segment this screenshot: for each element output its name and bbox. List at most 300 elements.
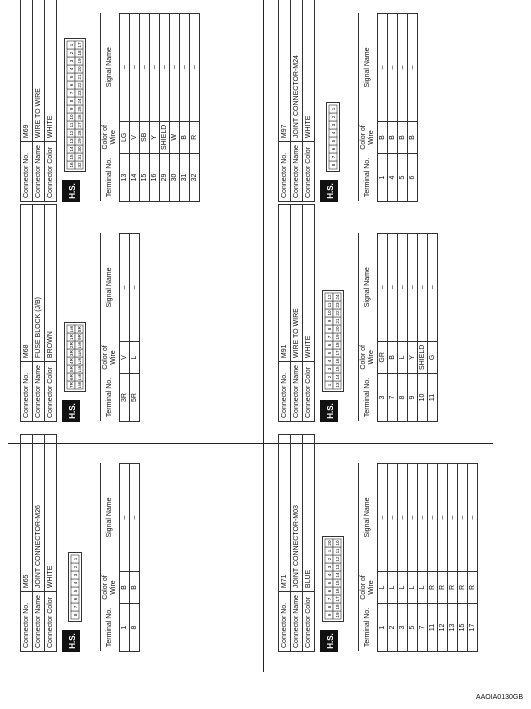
table-cell: 16 — [150, 154, 160, 202]
table-row — [428, 464, 438, 652]
connector-panel — [20, 200, 138, 422]
table-row — [388, 464, 398, 652]
info-value: WIRE TO WIRE — [291, 205, 303, 362]
pin-number: 15 — [69, 154, 74, 160]
pin-number: 8R — [77, 326, 82, 332]
table-row — [378, 14, 388, 202]
table-row — [140, 13, 150, 201]
pin-number: 1 — [331, 107, 336, 111]
pin-number: 9 — [327, 613, 332, 617]
pin-number: 5 — [331, 139, 336, 143]
pin-number: 3 — [73, 573, 78, 577]
table-cell: 1 — [120, 604, 130, 652]
connector-panel — [278, 200, 436, 422]
table-cell: 7 — [388, 374, 398, 422]
terminal-table — [358, 13, 418, 202]
pin-number: 18 — [77, 50, 82, 56]
table-cell: – — [378, 233, 388, 341]
info-label: Connector Name — [291, 142, 303, 202]
pin-number: 2 — [327, 557, 332, 561]
pin-number: 12 — [327, 294, 332, 300]
info-value: BLUE — [303, 435, 315, 592]
connector-face — [322, 536, 344, 622]
table-cell: 32 — [190, 154, 200, 202]
table-cell: Y — [408, 341, 418, 373]
table-row — [130, 13, 140, 201]
table-row — [428, 233, 438, 421]
rotated-content — [8, 0, 493, 672]
hs-icon: H.S. — [62, 180, 80, 202]
pin-number: 4 — [69, 67, 74, 71]
table-cell: – — [140, 13, 150, 121]
table-cell: B — [398, 122, 408, 154]
pin-number: 24 — [335, 294, 340, 300]
pin-number: 7 — [327, 597, 332, 601]
pin-number: 14 — [335, 572, 340, 578]
pin-number: 22 — [77, 82, 82, 88]
hs-icon: H.S. — [320, 180, 338, 202]
pin-number: 18 — [335, 342, 340, 348]
info-value: M97 — [279, 0, 291, 142]
terminal-table — [100, 233, 140, 422]
table-cell: Y — [150, 121, 160, 153]
column-header: Terminal No. — [101, 154, 120, 202]
pin-number: 23 — [77, 90, 82, 96]
pin-number: 2 — [73, 565, 78, 569]
table-row — [120, 234, 130, 422]
pin-number: 26 — [77, 114, 82, 120]
table-cell: – — [468, 464, 478, 572]
terminal-table — [358, 233, 438, 422]
info-value: M65 — [21, 435, 33, 592]
connector-info-table — [278, 0, 315, 202]
table-cell: 15 — [140, 154, 150, 202]
table-cell: 8 — [130, 604, 140, 652]
pin-number: 20 — [327, 540, 332, 546]
table-cell: SHIELD — [418, 341, 428, 373]
pin-number: 14R — [78, 373, 82, 381]
table-cell: 2 — [388, 604, 398, 652]
table-row — [408, 233, 418, 421]
table-cell: – — [388, 233, 398, 341]
pin-number: 8 — [327, 605, 332, 609]
pin-number: 11 — [327, 302, 332, 308]
table-cell: L — [408, 572, 418, 604]
info-label: Connector Color — [45, 142, 57, 202]
table-cell: 3 — [378, 374, 388, 422]
pin-number: 7 — [327, 335, 332, 339]
table-cell: L — [418, 572, 428, 604]
info-label: Connector Color — [303, 362, 315, 422]
table-cell: – — [388, 14, 398, 122]
pin-number: 10 — [335, 540, 340, 546]
table-cell: – — [408, 14, 418, 122]
pin-number: 17 — [335, 596, 340, 602]
table-cell: – — [120, 13, 130, 121]
table-cell: – — [190, 13, 200, 121]
pin-number: 5 — [73, 589, 78, 593]
info-value: M69 — [21, 0, 33, 142]
info-value: WHITE — [303, 205, 315, 362]
table-cell: B — [388, 122, 398, 154]
terminal-table — [100, 463, 140, 652]
table-row — [120, 13, 130, 201]
pin-number: 5 — [69, 75, 74, 79]
pin-number: 13 — [335, 382, 340, 388]
table-cell: – — [398, 233, 408, 341]
table-cell: 5 — [398, 154, 408, 202]
pin-number: 4 — [331, 131, 336, 135]
pin-number: 16R — [70, 325, 74, 333]
info-label: Connector Color — [303, 592, 315, 652]
connector-panel — [278, 0, 416, 202]
pin-number: 22 — [335, 310, 340, 316]
table-cell: 8 — [398, 374, 408, 422]
column-header: Signal Name — [359, 233, 378, 341]
table-cell: 13 — [448, 604, 458, 652]
column-header: Signal Name — [359, 14, 378, 122]
pin-number: 6 — [69, 83, 74, 87]
table-cell: 11 — [428, 604, 438, 652]
pin-number: 7R — [69, 382, 74, 388]
table-cell: – — [120, 464, 130, 572]
table-cell: 12 — [438, 604, 448, 652]
table-cell: R — [190, 121, 200, 153]
table-cell: R — [468, 572, 478, 604]
table-cell: L — [388, 572, 398, 604]
table-cell: – — [398, 464, 408, 572]
connector-info-table — [278, 434, 315, 652]
table-cell: 3R — [120, 374, 130, 422]
info-value: WHITE — [45, 435, 57, 592]
table-row — [408, 14, 418, 202]
pin-number: 6 — [327, 589, 332, 593]
table-cell: 7 — [418, 604, 428, 652]
info-label: Connector Color — [45, 592, 57, 652]
table-cell: R — [448, 572, 458, 604]
pin-number: 13R — [78, 365, 82, 373]
pin-number: 2 — [327, 375, 332, 379]
table-cell: – — [448, 464, 458, 572]
column-header: Terminal No. — [359, 154, 378, 202]
pin-number: 1R — [69, 334, 74, 340]
table-row — [130, 234, 140, 422]
pin-number: 5 — [327, 581, 332, 585]
pin-number: 15 — [335, 366, 340, 372]
pin-number: 27 — [77, 122, 82, 128]
column-header: Color of Wire — [359, 341, 378, 373]
info-label: Connector No. — [279, 142, 291, 202]
connector-face — [326, 102, 340, 172]
table-cell: W — [170, 121, 180, 153]
pin-number: 8 — [73, 613, 78, 617]
pin-number: 7 — [69, 91, 74, 95]
pin-number: 31 — [77, 154, 82, 160]
table-cell: 11 — [428, 374, 438, 422]
pin-number: 20 — [335, 326, 340, 332]
info-label: Connector No. — [21, 142, 33, 202]
pin-number: 2 — [69, 51, 74, 55]
pin-number: 6R — [69, 374, 74, 380]
info-label: Connector Name — [291, 592, 303, 652]
table-cell: – — [458, 464, 468, 572]
column-header: Terminal No. — [101, 374, 120, 422]
connector-pin-diagram — [68, 552, 82, 622]
pin-number: 16 — [335, 358, 340, 364]
pin-number: 2R — [69, 342, 74, 348]
connector-panel — [20, 430, 138, 652]
connector-face — [64, 322, 86, 392]
pin-number: 14 — [335, 374, 340, 380]
table-cell: – — [378, 464, 388, 572]
pin-number: 11 — [69, 122, 74, 128]
column-header: Color of Wire — [101, 121, 120, 153]
info-value: WHITE — [45, 0, 57, 142]
table-row — [378, 233, 388, 421]
pin-number: 7 — [331, 155, 336, 159]
info-label: Connector Name — [33, 592, 45, 652]
info-label: Connector Color — [45, 362, 57, 422]
table-cell: – — [120, 234, 130, 342]
table-cell: B — [408, 122, 418, 154]
pin-number: 12R — [78, 357, 82, 365]
pin-number: 1 — [327, 383, 332, 387]
figure-code: AAOIA0130GB — [475, 694, 523, 701]
column-header: Color of Wire — [359, 122, 378, 154]
table-cell: 1 — [378, 604, 388, 652]
table-cell: – — [438, 464, 448, 572]
info-value: JOINT CONNECTOR-M03 — [291, 435, 303, 592]
pin-number: 4 — [327, 359, 332, 363]
connector-pin-diagram — [64, 322, 86, 392]
table-cell: B — [388, 341, 398, 373]
table-cell: V — [120, 342, 130, 374]
pin-number: 11R — [78, 349, 82, 357]
table-cell: V — [130, 121, 140, 153]
pin-number: 3 — [69, 59, 74, 63]
pin-number: 6 — [331, 147, 336, 151]
table-row — [398, 233, 408, 421]
table-row — [448, 464, 458, 652]
column-header: Signal Name — [101, 234, 120, 342]
column-header: Signal Name — [101, 13, 120, 121]
table-row — [398, 464, 408, 652]
table-row — [160, 13, 170, 201]
table-cell: – — [428, 464, 438, 572]
column-header: Terminal No. — [359, 374, 378, 422]
connector-face — [64, 38, 86, 172]
table-cell: – — [378, 14, 388, 122]
info-label: Connector Name — [291, 362, 303, 422]
table-cell: – — [130, 234, 140, 342]
pin-number: 19 — [335, 334, 340, 340]
info-label: Connector Color — [303, 142, 315, 202]
table-cell: 4 — [388, 154, 398, 202]
table-cell: 17 — [468, 604, 478, 652]
table-row — [130, 464, 140, 652]
pin-number: 23 — [335, 302, 340, 308]
pin-number: 6 — [327, 343, 332, 347]
pin-number: 3R — [69, 350, 74, 356]
pin-number: 17 — [77, 42, 82, 48]
connector-pin-diagram — [64, 38, 86, 172]
pin-number: 13 — [69, 138, 74, 144]
table-cell: 5R — [130, 374, 140, 422]
table-cell: B — [180, 121, 190, 153]
pin-number: 3 — [327, 367, 332, 371]
table-cell: 5 — [408, 604, 418, 652]
connector-panel — [20, 0, 198, 202]
pin-number: 15R — [78, 381, 82, 389]
column-header: Signal Name — [359, 464, 378, 572]
pin-number: 1 — [69, 43, 74, 47]
table-cell: – — [130, 464, 140, 572]
pin-number: 7 — [73, 605, 78, 609]
table-cell: 30 — [170, 154, 180, 202]
table-row — [458, 464, 468, 652]
connector-face — [68, 552, 82, 622]
connector-pin-diagram — [326, 102, 340, 172]
column-header: Signal Name — [101, 464, 120, 572]
table-row — [120, 464, 130, 652]
pin-number: 16 — [69, 162, 74, 168]
connector-info-table — [20, 0, 57, 202]
table-row — [418, 464, 428, 652]
table-cell: B — [130, 572, 140, 604]
info-value: M68 — [21, 205, 33, 362]
table-cell: GR — [378, 341, 388, 373]
table-cell: – — [408, 233, 418, 341]
table-row — [468, 464, 478, 652]
table-cell: – — [180, 13, 190, 121]
pin-number: 5 — [327, 351, 332, 355]
hs-icon: H.S. — [320, 630, 338, 652]
table-row — [388, 14, 398, 202]
pin-number: 25 — [77, 106, 82, 112]
table-cell: – — [388, 464, 398, 572]
pin-number: 3 — [327, 565, 332, 569]
info-value: JOINT CONNECTOR-M26 — [33, 435, 45, 592]
info-label: Connector No. — [21, 592, 33, 652]
vertical-divider — [8, 443, 493, 444]
table-row — [150, 13, 160, 201]
pin-number: 1 — [327, 549, 332, 553]
pin-number: 18 — [335, 604, 340, 610]
pin-number: 12 — [69, 130, 74, 136]
table-row — [398, 14, 408, 202]
table-row — [388, 233, 398, 421]
column-header: Terminal No. — [359, 604, 378, 652]
pin-number: 24 — [77, 98, 82, 104]
pin-number: 19 — [77, 58, 82, 64]
table-cell: 1 — [378, 154, 388, 202]
table-cell: 15 — [458, 604, 468, 652]
info-label: Connector No. — [279, 592, 291, 652]
column-header: Terminal No. — [101, 604, 120, 652]
pin-number: 10 — [327, 310, 332, 316]
info-label: Connector Name — [33, 362, 45, 422]
column-header: Color of Wire — [101, 572, 120, 604]
pin-number: 4R — [69, 358, 74, 364]
table-cell: – — [408, 464, 418, 572]
pin-number: 14 — [69, 146, 74, 152]
pin-number: 21 — [77, 74, 82, 80]
pin-number: 11 — [335, 548, 340, 554]
pin-number: 29 — [77, 138, 82, 144]
terminal-table — [100, 13, 200, 202]
table-row — [170, 13, 180, 201]
table-cell: R — [458, 572, 468, 604]
table-row — [180, 13, 190, 201]
pin-number: 9 — [327, 319, 332, 323]
pin-number: 13 — [335, 564, 340, 570]
info-value: M71 — [279, 435, 291, 592]
table-cell: 10 — [418, 374, 428, 422]
table-cell: – — [418, 233, 428, 341]
table-cell: – — [160, 13, 170, 121]
info-label: Connector No. — [279, 362, 291, 422]
info-value: FUSE BLOCK (J/B) — [33, 205, 45, 362]
pin-number: 4 — [327, 573, 332, 577]
table-cell: 29 — [160, 154, 170, 202]
table-cell: SHIELD — [160, 121, 170, 153]
pin-number: 9R — [77, 334, 82, 340]
table-row — [418, 233, 428, 421]
info-label: Connector No. — [21, 362, 33, 422]
pin-number: 10R — [78, 341, 82, 349]
pin-number: 19 — [335, 612, 340, 618]
table-cell: L — [398, 341, 408, 373]
connector-info-table — [278, 204, 315, 422]
table-cell: SB — [140, 121, 150, 153]
hs-icon: H.S. — [320, 400, 338, 422]
table-cell: 13 — [120, 154, 130, 202]
table-cell: L — [378, 572, 388, 604]
pin-number: 30 — [77, 146, 82, 152]
hs-icon: H.S. — [62, 630, 80, 652]
table-cell: – — [150, 13, 160, 121]
table-cell: 3 — [398, 604, 408, 652]
table-cell: R — [438, 572, 448, 604]
pin-number: 3 — [331, 123, 336, 127]
info-value: WHITE — [303, 0, 315, 142]
table-row — [190, 13, 200, 201]
table-cell: – — [130, 13, 140, 121]
table-cell: B — [120, 572, 130, 604]
table-cell: R — [428, 572, 438, 604]
info-value: JOINT CONNECTOR-M24 — [291, 0, 303, 142]
table-cell: – — [418, 464, 428, 572]
column-header: Color of Wire — [359, 572, 378, 604]
info-value: BROWN — [45, 205, 57, 362]
pin-number: 17 — [335, 350, 340, 356]
column-header: Color of Wire — [101, 342, 120, 374]
connector-info-table — [20, 204, 57, 422]
pin-number: 4 — [73, 581, 78, 585]
connector-pin-diagram — [322, 536, 344, 622]
pin-number: 5R — [69, 366, 74, 372]
connector-info-table — [20, 434, 57, 652]
table-row — [408, 464, 418, 652]
pin-number: 9 — [69, 107, 74, 111]
pin-number: 16 — [335, 588, 340, 594]
info-value: M91 — [279, 205, 291, 362]
table-cell: L — [130, 342, 140, 374]
info-label: Connector Name — [33, 142, 45, 202]
info-value: WIRE TO WIRE — [33, 0, 45, 142]
pin-number: 8 — [327, 327, 332, 331]
table-cell: B — [378, 122, 388, 154]
